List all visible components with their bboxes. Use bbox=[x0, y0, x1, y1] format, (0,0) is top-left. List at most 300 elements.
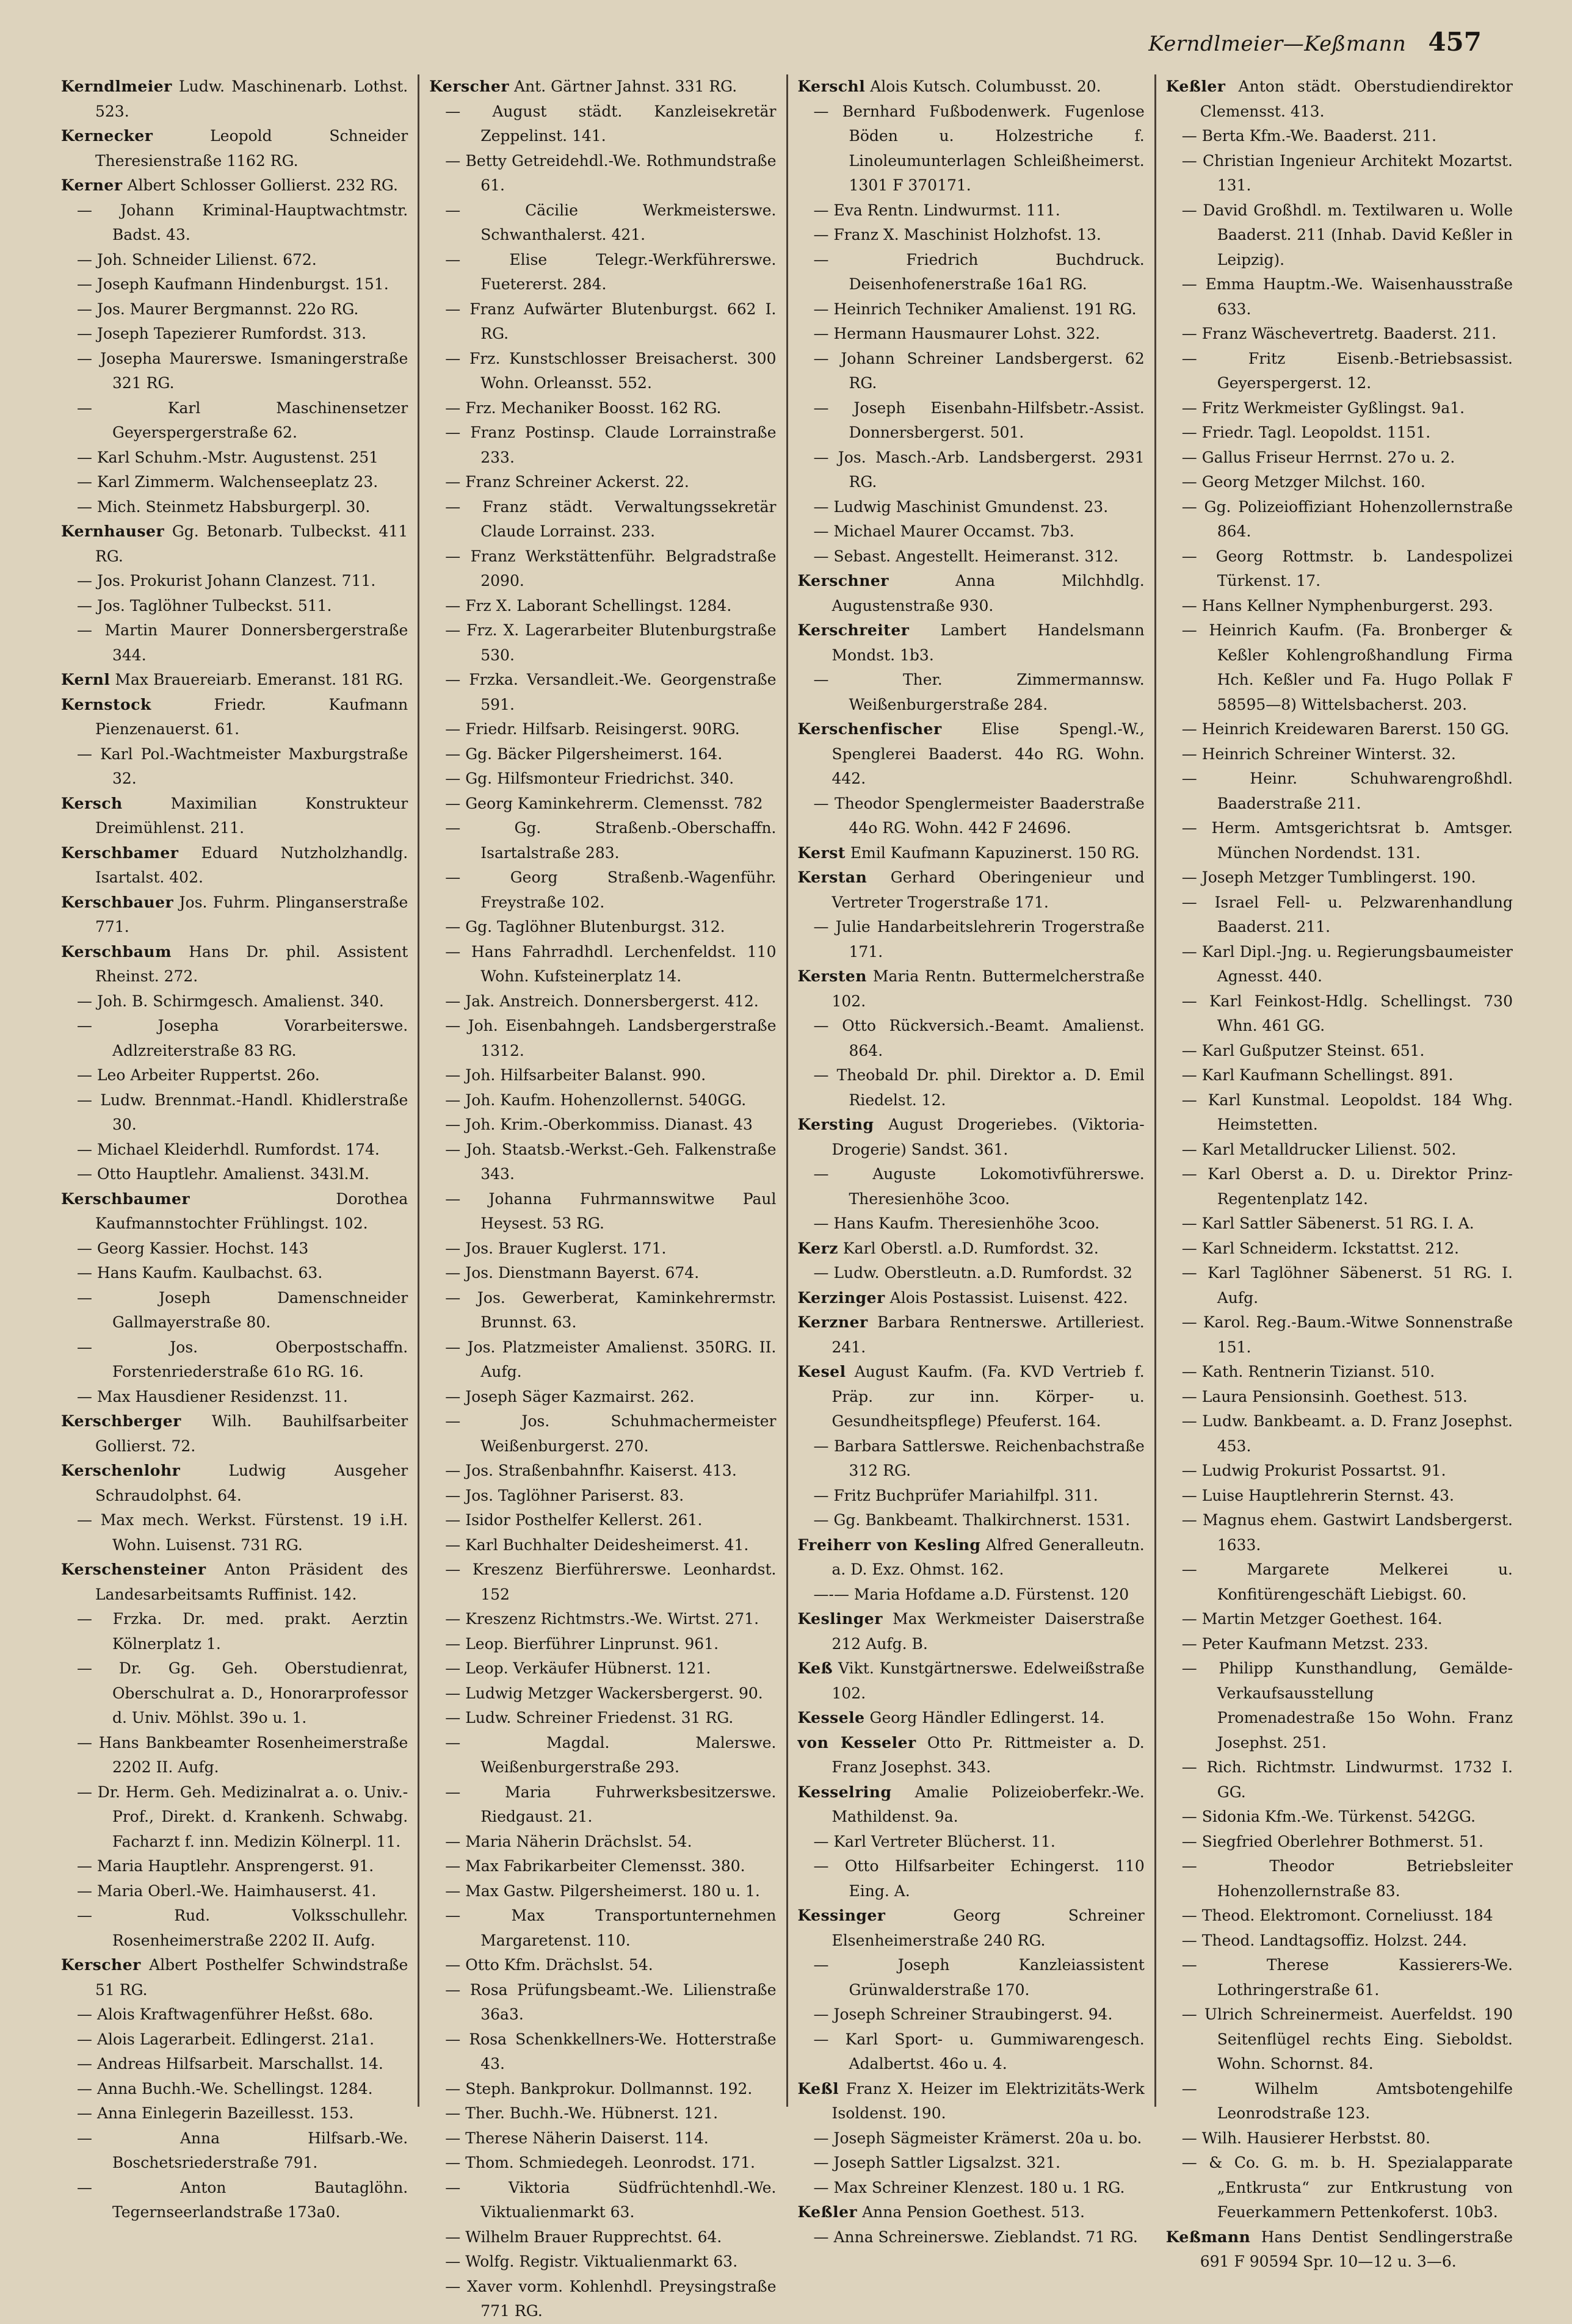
directory-entry bbox=[798, 446, 1145, 495]
directory-entry bbox=[429, 1830, 776, 1855]
directory-entry bbox=[1166, 1607, 1513, 1632]
directory-entry bbox=[61, 2101, 408, 2126]
directory-entry bbox=[429, 989, 776, 1014]
directory-entry bbox=[429, 1385, 776, 1410]
directory-entry bbox=[1166, 1953, 1513, 2002]
directory-entry bbox=[798, 322, 1145, 347]
entry-text: — Karl Gußputzer Steinst. 651. bbox=[1181, 1041, 1425, 1059]
entry-text: — Wilhelm Amtsbotengehilfe Leonrodstraße 123. bbox=[1181, 2079, 1513, 2122]
entry-text: — Karl Zimmerm. Walchenseeplatz 23. bbox=[77, 473, 379, 491]
entry-text: — Frzka. Dr. med. prakt. Aerztin Kölnerplatz 1. bbox=[77, 1610, 408, 1653]
entry-text: — Karl Oberst a. D. u. Direktor Prinz-Regentenplatz 142. bbox=[1181, 1165, 1513, 1208]
entry-text: — Hermann Hausmaurer Lohst. 322. bbox=[813, 325, 1100, 342]
directory-entry bbox=[798, 2027, 1145, 2077]
entry-text: — Jos. Taglöhner Tulbeckst. 511. bbox=[77, 596, 332, 615]
entry-text: Anna Pension Goethest. 513. bbox=[862, 2203, 1085, 2221]
entry-text: — Joseph Tapezierer Rumfordst. 313. bbox=[77, 325, 367, 342]
entry-text: Leopold Schneider Theresienstraße 1162 RG. bbox=[95, 127, 408, 170]
entry-surname: Kerschensteiner bbox=[61, 1561, 206, 1578]
entry-surname: Keßler bbox=[1165, 78, 1226, 95]
directory-entry bbox=[798, 569, 1145, 618]
directory-entry bbox=[429, 1138, 776, 1187]
directory-entry bbox=[798, 717, 1145, 792]
directory-entry bbox=[429, 1731, 776, 1780]
directory-entry bbox=[429, 2126, 776, 2151]
entry-text: — Otto Kfm. Drächslst. 54. bbox=[445, 1956, 653, 1974]
directory-entry bbox=[1166, 1261, 1513, 1310]
entry-surname: Kerst bbox=[797, 843, 846, 862]
directory-entry bbox=[798, 99, 1145, 198]
directory-entry bbox=[1166, 1557, 1513, 1607]
directory-entry bbox=[429, 1656, 776, 1681]
directory-entry bbox=[429, 1063, 776, 1088]
directory-entry bbox=[61, 1088, 408, 1138]
entry-surname: Kerschbaum bbox=[61, 942, 172, 961]
entry-text: — Theodor Betriebsleiter Hohenzollernstraße 83. bbox=[1181, 1857, 1513, 1900]
entry-text: — Gg. Hilfsmonteur Friedrichst. 340. bbox=[445, 770, 734, 787]
directory-entry bbox=[61, 2126, 408, 2176]
directory-entry bbox=[1166, 347, 1513, 396]
entry-text: — Gg. Bankbeamt. Thalkirchnerst. 1531. bbox=[813, 1511, 1131, 1529]
entry-text: — Anna Schreinerswe. Zieblandst. 71 RG. bbox=[813, 2228, 1138, 2246]
entry-surname: Kerscher bbox=[429, 78, 510, 95]
entry-text: — Karl Schuhm.-Mstr. Augustenst. 251 bbox=[77, 448, 379, 466]
directory-entry bbox=[429, 618, 776, 668]
entry-text: — Andreas Hilfsarbeit. Marschallst. 14. bbox=[77, 2055, 383, 2073]
directory-entry bbox=[1166, 396, 1513, 421]
entry-text: — Betty Getreidehdl.-We. Rothmundstraße 61. bbox=[445, 151, 777, 194]
directory-entry bbox=[61, 1236, 408, 1261]
directory-entry bbox=[798, 495, 1145, 520]
entry-text: — Rosa Prüfungsbeamt.-We. Lilienstraße 36a3. bbox=[445, 1980, 777, 2023]
entry-text: — Georg Kaminkehrerm. Clemensst. 782 bbox=[445, 794, 763, 812]
entry-text: — Otto Hilfsarbeiter Echingerst. 110 Eing. A. bbox=[813, 1857, 1145, 1900]
entry-text: — Josepha Vorarbeiterswe. Adlzreiterstraße 83 RG. bbox=[77, 1017, 408, 1059]
directory-entry bbox=[1166, 2077, 1513, 2126]
entry-text: — Theod. Elektromont. Corneliusst. 184 bbox=[1181, 1907, 1493, 1924]
directory-entry bbox=[429, 1904, 776, 1953]
entry-text: — Jos. Prokurist Johann Clanzest. 711. bbox=[77, 572, 376, 590]
entry-text: — Hans Fahrradhdl. Lerchenfeldst. 110 Wohn. Kufsteinerplatz 14. bbox=[445, 942, 777, 985]
directory-entry bbox=[61, 74, 408, 124]
entry-text: Maria Rentn. Buttermelcherstraße 102. bbox=[831, 967, 1145, 1010]
directory-entry bbox=[429, 1854, 776, 1879]
entry-text: — Kath. Rentnerin Tizianst. 510. bbox=[1181, 1363, 1435, 1380]
directory-entry bbox=[798, 519, 1145, 544]
entry-text: — Leo Arbeiter Ruppertst. 26o. bbox=[77, 1066, 320, 1084]
entry-text: — Emma Hauptm.-We. Waisenhausstraße 633. bbox=[1181, 275, 1513, 318]
entry-surname: Kersting bbox=[797, 1116, 874, 1133]
entry-text: — Joseph Metzger Tumblingerst. 190. bbox=[1181, 868, 1476, 886]
entry-text: — Magdal. Malerswe. Weißenburgerstraße 293. bbox=[445, 1733, 777, 1776]
entry-text: — Johann Kriminal-Hauptwachtmstr. Badst. 43. bbox=[77, 201, 408, 244]
directory-entry bbox=[1166, 544, 1513, 594]
directory-entry bbox=[798, 1780, 1145, 1830]
directory-entry bbox=[798, 1236, 1145, 1261]
entry-text: — Frz. Mechaniker Boosst. 162 RG. bbox=[445, 399, 722, 417]
entry-text: — Sebast. Angestellt. Heimeranst. 312. bbox=[813, 547, 1119, 565]
entry-surname: Kerschbauer bbox=[61, 893, 174, 911]
entry-text: Ludwig Ausgeher Schraudolphst. 64. bbox=[95, 1462, 408, 1504]
entry-text: — Gg. Polizeioffiziant Hohenzollernstraße 864. bbox=[1181, 497, 1513, 540]
entry-text: — Cäcilie Werkmeisterswe. Schwanthalerst. 421. bbox=[445, 201, 777, 244]
directory-entry bbox=[61, 841, 408, 890]
directory-entry bbox=[61, 322, 408, 347]
entry-text: — Karl Maschinensetzer Geyerspergerstraße 62. bbox=[77, 399, 408, 441]
entry-text: August Drogeriebes. (Viktoria-Drogerie) Sandst. 361. bbox=[831, 1116, 1145, 1158]
directory-entry bbox=[61, 297, 408, 322]
entry-text: Jos. Fuhrm. Plinganserstraße 771. bbox=[95, 893, 408, 936]
directory-entry bbox=[1166, 940, 1513, 989]
entry-text: — Jos. Oberpostschaffn. Forstenriederstraße 61o RG. 16. bbox=[77, 1338, 408, 1380]
directory-entry bbox=[61, 940, 408, 989]
directory-entry bbox=[429, 717, 776, 742]
directory-entry bbox=[429, 668, 776, 717]
directory-entry bbox=[1166, 767, 1513, 816]
directory-entry bbox=[1166, 2002, 1513, 2077]
entry-text: — Gallus Friseur Herrnst. 27o u. 2. bbox=[1181, 448, 1455, 466]
entry-text: — Fritz Buchprüfer Mariahilfpl. 311. bbox=[813, 1486, 1098, 1504]
directory-entry bbox=[798, 1113, 1145, 1162]
directory-entry bbox=[1166, 2126, 1513, 2151]
entry-text: Emil Kaufmann Kapuzinerst. 150 RG. bbox=[850, 843, 1140, 862]
directory-entry bbox=[1166, 1162, 1513, 1211]
directory-entry bbox=[798, 1533, 1145, 1582]
entry-text: — Viktoria Südfrüchtenhdl.-We. Viktualienmarkt 63. bbox=[445, 2178, 777, 2221]
entry-surname: Kerzner bbox=[797, 1313, 868, 1331]
entry-text: — Ther. Buchh.-We. Hübnerst. 121. bbox=[445, 2104, 719, 2122]
directory-entry bbox=[1166, 446, 1513, 471]
directory-entry bbox=[1166, 1656, 1513, 1755]
entry-text: — Jos. Gewerberat, Kaminkehrermstr. Brunnst. 63. bbox=[445, 1288, 777, 1331]
entry-text: — Luise Hauptlehrerin Sternst. 43. bbox=[1181, 1486, 1455, 1504]
entry-text: — Peter Kaufmann Metzst. 233. bbox=[1181, 1634, 1429, 1653]
entry-text: Gg. Betonarb. Tulbeckst. 411 RG. bbox=[95, 522, 408, 565]
entry-surname: Keßmann bbox=[1165, 2228, 1251, 2246]
directory-entry bbox=[798, 223, 1145, 248]
directory-entry bbox=[798, 2151, 1145, 2176]
entry-text: Maximilian Konstrukteur Dreimühlenst. 211. bbox=[95, 794, 408, 837]
directory-entry bbox=[798, 1310, 1145, 1360]
directory-entry bbox=[429, 1335, 776, 1385]
entry-surname: Freiherr von Kesling bbox=[797, 1536, 981, 1554]
page-number: 457 bbox=[1428, 27, 1482, 57]
directory-entry bbox=[798, 1434, 1145, 1484]
directory-entry bbox=[1166, 420, 1513, 446]
directory-column-4 bbox=[1156, 74, 1523, 2270]
directory-entry bbox=[1166, 1236, 1513, 1261]
entry-text: — Joseph Säger Kazmairst. 262. bbox=[445, 1387, 695, 1406]
directory-entry bbox=[429, 420, 776, 470]
entry-surname: Kernecker bbox=[61, 127, 153, 145]
entry-surname: Kersten bbox=[797, 967, 867, 985]
directory-entry bbox=[429, 1508, 776, 1533]
directory-entry bbox=[1166, 1039, 1513, 1064]
directory-entry bbox=[798, 792, 1145, 841]
directory-entry bbox=[61, 198, 408, 248]
entry-text: — Rosa Schenkkellners-We. Hotterstraße 43. bbox=[445, 2030, 777, 2073]
directory-entry bbox=[429, 297, 776, 347]
directory-entry bbox=[429, 74, 776, 99]
entry-text: Anton Präsident des Landesarbeitsamts Ruffinist. 142. bbox=[95, 1561, 408, 1603]
directory-entry bbox=[429, 1459, 776, 1484]
directory-entry bbox=[1166, 1830, 1513, 1855]
entry-surname: Kerschner bbox=[797, 572, 889, 590]
entry-text: — Isidor Posthelfer Kellerst. 261. bbox=[445, 1511, 703, 1529]
directory-entry bbox=[429, 495, 776, 544]
directory-entry bbox=[798, 618, 1145, 668]
directory-entry bbox=[1166, 470, 1513, 495]
directory-entry bbox=[1166, 272, 1513, 322]
entry-text: — Karol. Reg.-Baum.-Witwe Sonnenstraße 151. bbox=[1181, 1313, 1513, 1356]
directory-entry bbox=[1166, 890, 1513, 940]
directory-entry bbox=[1166, 1409, 1513, 1459]
entry-text: — Karl Dipl.-Jng. u. Regierungsbaumeister Agnesst. 440. bbox=[1181, 942, 1513, 985]
directory-entry bbox=[61, 347, 408, 396]
entry-text: — Rud. Volksschullehr. Rosenheimerstraße 2202 II. Aufg. bbox=[77, 1907, 408, 1949]
entry-text: — Ludwig Metzger Wackersbergerst. 90. bbox=[445, 1684, 763, 1702]
entry-text: — Therese Näherin Daiserst. 114. bbox=[445, 2129, 709, 2147]
entry-text: — Alois Lagerarbeit. Edlingerst. 21a1. bbox=[77, 2030, 375, 2048]
entry-surname: Kernstock bbox=[61, 695, 151, 713]
entry-text: Hans Dr. phil. Assistent Rheinst. 272. bbox=[95, 942, 408, 985]
entry-text: Georg Händler Edlingerst. 14. bbox=[869, 1709, 1105, 1727]
directory-entry bbox=[798, 1014, 1145, 1063]
directory-entry bbox=[61, 569, 408, 594]
directory-entry bbox=[1166, 1904, 1513, 1929]
entry-text: — Otto Rückversich.-Beamt. Amalienst. 864. bbox=[813, 1017, 1145, 1059]
entry-text: — Jos. Dienstmann Bayerst. 674. bbox=[445, 1264, 700, 1282]
entry-text: — Heinrich Kreidewaren Barerst. 150 GG. bbox=[1181, 720, 1510, 738]
directory-entry bbox=[429, 2275, 776, 2324]
directory-entry bbox=[1166, 124, 1513, 149]
entry-text: — Therese Kassierers-We. Lothringerstraße 61. bbox=[1181, 1956, 1513, 1999]
directory-entry bbox=[429, 2225, 776, 2250]
entry-text: — Martin Metzger Goethest. 164. bbox=[1181, 1610, 1443, 1628]
entry-text: — Alois Kraftwagenführer Heßst. 68o. bbox=[77, 2005, 374, 2023]
directory-entry bbox=[61, 2052, 408, 2077]
directory-entry bbox=[429, 1953, 776, 1978]
directory-entry bbox=[1166, 1755, 1513, 1805]
directory-entry bbox=[1166, 1310, 1513, 1360]
directory-entry bbox=[1166, 198, 1513, 273]
entry-text: — Friedr. Hilfsarb. Reisingerst. 90RG. bbox=[445, 720, 740, 738]
entry-text: — Anton Bautaglöhn. Tegernseerlandstraße 173a0. bbox=[77, 2178, 408, 2221]
directory-entry bbox=[1166, 865, 1513, 890]
directory-entry bbox=[1166, 1484, 1513, 1509]
entry-text: — Anna Einlegerin Bazeillesst. 153. bbox=[77, 2104, 354, 2122]
directory-entry bbox=[61, 519, 408, 569]
entry-surname: Kerschenlohr bbox=[61, 1462, 181, 1479]
entry-text: Max Werkmeister Daiserstraße 212 Aufg. B. bbox=[831, 1610, 1145, 1653]
directory-entry bbox=[1166, 1211, 1513, 1236]
entry-text: — Ludwig Prokurist Possartst. 91. bbox=[1181, 1462, 1446, 1479]
directory-entry bbox=[61, 1731, 408, 1780]
entry-text: Georg Schreiner Elsenheimerstraße 240 RG. bbox=[831, 1907, 1145, 1949]
directory-entry bbox=[61, 668, 408, 693]
directory-entry bbox=[429, 594, 776, 619]
entry-text: — Gg. Bäcker Pilgersheimerst. 164. bbox=[445, 745, 723, 763]
entry-surname: Keß bbox=[797, 1659, 833, 1677]
directory-entry bbox=[429, 149, 776, 198]
entry-text: — Josepha Maurerswe. Ismaningerstraße 321 RG. bbox=[77, 349, 408, 392]
directory-entry bbox=[429, 915, 776, 940]
entry-text: — Karl Metalldrucker Lilienst. 502. bbox=[1181, 1140, 1457, 1158]
directory-entry bbox=[429, 1286, 776, 1335]
directory-entry bbox=[429, 1088, 776, 1113]
entry-text: — Georg Kassier. Hochst. 143 bbox=[77, 1239, 309, 1257]
directory-entry bbox=[61, 693, 408, 742]
entry-text: — Karl Pol.-Wachtmeister Maxburgstraße 32. bbox=[77, 745, 408, 787]
entry-text: — Herm. Amtsgerichtsrat b. Amtsger. München Nordendst. 131. bbox=[1181, 819, 1513, 862]
entry-text: — Max Gastw. Pilgersheimerst. 180 u. 1. bbox=[445, 1882, 760, 1900]
entry-surname: Kerschreiter bbox=[797, 621, 910, 639]
directory-entry bbox=[61, 792, 408, 841]
directory-entry bbox=[798, 1484, 1145, 1509]
entry-text: Dorothea Kaufmannstochter Frühlingst. 102. bbox=[95, 1189, 408, 1232]
directory-entry bbox=[798, 2126, 1145, 2151]
entry-text: Albert Posthelfer Schwindstraße 51 RG. bbox=[95, 1956, 408, 1999]
directory-entry bbox=[798, 1854, 1145, 1904]
directory-entry bbox=[1166, 1632, 1513, 1657]
entry-text: — Joh. Eisenbahngeh. Landsbergerstraße 1312. bbox=[445, 1017, 777, 1059]
entry-text: — Jos. Taglöhner Pariserst. 83. bbox=[445, 1486, 684, 1504]
entry-text: — Johann Schreiner Landsbergerst. 62 RG. bbox=[813, 349, 1145, 392]
directory-entry bbox=[429, 1409, 776, 1459]
directory-entry bbox=[429, 2101, 776, 2126]
entry-text: — Jos. Maurer Bergmannst. 22o RG. bbox=[77, 300, 359, 318]
directory-entry bbox=[429, 1780, 776, 1830]
directory-entry bbox=[1166, 1459, 1513, 1484]
entry-text: — Karl Feinkost-Hdlg. Schellingst. 730 Whn. 461 GG. bbox=[1181, 992, 1513, 1034]
entry-text: — Auguste Lokomotivführerswe. Theresienhöhe 3coo. bbox=[813, 1165, 1145, 1208]
entry-text: — Hans Kaufm. Theresienhöhe 3coo. bbox=[813, 1214, 1100, 1232]
directory-entry bbox=[61, 1162, 408, 1187]
entry-text: Eduard Nutzholzhandlg. Isartalst. 402. bbox=[95, 843, 408, 886]
directory-entry bbox=[429, 1557, 776, 1607]
entry-text: — Bernhard Fußbodenwerk. Fugenlose Böden u. Holzestriche f. Linoleumunterlagen Schleißheimerst. 1301 F 370171. bbox=[813, 102, 1145, 194]
directory-entry bbox=[798, 915, 1145, 964]
directory-entry bbox=[61, 248, 408, 273]
directory-entry bbox=[61, 173, 408, 198]
entry-surname: Kesel bbox=[797, 1363, 846, 1380]
directory-entry bbox=[798, 1953, 1145, 2002]
directory-entry bbox=[61, 1063, 408, 1088]
entry-text: — Max Schreiner Klenzest. 180 u. 1 RG. bbox=[813, 2178, 1125, 2196]
entry-text: Lambert Handelsmann Mondst. 1b3. bbox=[831, 621, 1145, 664]
entry-text: — Franz städt. Verwaltungssekretär Claude Lorrainst. 233. bbox=[445, 497, 777, 540]
entry-text: — Heinrich Techniker Amalienst. 191 RG. bbox=[813, 300, 1137, 318]
directory-entry bbox=[429, 470, 776, 495]
directory-entry bbox=[1166, 1929, 1513, 1954]
directory-entry bbox=[61, 495, 408, 520]
entry-text: — Franz Schreiner Ackerst. 22. bbox=[445, 473, 689, 491]
directory-entry bbox=[429, 248, 776, 297]
entry-text: — Ulrich Schreinermeist. Auerfeldst. 190 Seitenflügel rechts Eing. Sieboldst. Wohn. Schornst. 84. bbox=[1181, 2005, 1513, 2073]
entry-text: — Anna Hilfsarb.-We. Boschetsriederstraße 791. bbox=[77, 2129, 408, 2171]
entry-text: — Wolfg. Registr. Viktualienmarkt 63. bbox=[445, 2253, 738, 2270]
entry-text: — Magnus ehem. Gastwirt Landsbergerst. 1633. bbox=[1181, 1511, 1513, 1554]
entry-text: — Karl Taglöhner Säbenerst. 51 RG. I. Aufg. bbox=[1181, 1264, 1513, 1307]
directory-entry bbox=[61, 594, 408, 619]
entry-text: — Berta Kfm.-We. Baaderst. 211. bbox=[1181, 127, 1437, 145]
entry-text: — Gg. Taglöhner Blutenburgst. 312. bbox=[445, 918, 725, 936]
directory-entry bbox=[429, 742, 776, 767]
entry-text: Albert Schlosser Gollierst. 232 RG. bbox=[127, 176, 398, 194]
directory-entry bbox=[1166, 618, 1513, 717]
directory-entry bbox=[429, 767, 776, 792]
directory-entry bbox=[1166, 2151, 1513, 2225]
directory-entry bbox=[798, 198, 1145, 223]
entry-text: — Joh. Krim.-Oberkommiss. Dianast. 43 bbox=[445, 1116, 753, 1133]
entry-text: — Fritz Eisenb.-Betriebsassist. Geyerspergerst. 12. bbox=[1181, 349, 1513, 392]
directory-entry bbox=[61, 1459, 408, 1508]
entry-text: — Elise Telegr.-Werkführerswe. Fuetererst. 284. bbox=[445, 250, 777, 293]
entry-text: — Franz Postinsp. Claude Lorrainstraße 233. bbox=[445, 424, 777, 466]
entry-text: Barbara Rentnerswe. Artilleriest. 241. bbox=[831, 1313, 1145, 1356]
directory-entry bbox=[61, 1335, 408, 1385]
page-header bbox=[1148, 27, 1482, 57]
directory-entry bbox=[429, 1187, 776, 1236]
directory-entry bbox=[798, 2002, 1145, 2027]
directory-entry bbox=[61, 890, 408, 940]
entry-surname: Kerz bbox=[797, 1239, 838, 1257]
entry-text: — Israel Fell- u. Pelzwarenhandlung Baaderst. 211. bbox=[1181, 893, 1513, 936]
entry-text: — Julie Handarbeitslehrerin Trogerstraße 171. bbox=[813, 918, 1145, 961]
directory-entry bbox=[798, 1904, 1145, 1953]
entry-text: — Ludw. Brennmat.-Handl. Khidlerstraße 30. bbox=[77, 1091, 408, 1133]
directory-entry bbox=[798, 1261, 1145, 1286]
directory-entry bbox=[61, 2077, 408, 2102]
directory-entry bbox=[61, 1780, 408, 1855]
directory-entry bbox=[798, 1508, 1145, 1533]
directory-entry bbox=[429, 544, 776, 594]
entry-text: Elise Spengl.-W., Spenglerei Baaderst. 44o RG. Wohn. 442. bbox=[831, 720, 1145, 787]
directory-entry bbox=[1166, 1088, 1513, 1138]
directory-entry bbox=[429, 2250, 776, 2275]
entry-surname: Kerscher bbox=[61, 1956, 141, 1974]
entry-surname: Kessinger bbox=[797, 1907, 886, 1924]
directory-entry bbox=[798, 1830, 1145, 1855]
entry-text: — Heinrich Kaufm. (Fa. Bronberger & Keßler Kohlengroßhandlung Firma Hch. Keßler und Fa. Hugo Pollak F 58595—8) Wittelsbacherst. 203. bbox=[1181, 621, 1513, 713]
entry-text: — Franz X. Maschinist Holzhofst. 13. bbox=[813, 226, 1101, 244]
entry-text: — Max Fabrikarbeiter Clemensst. 380. bbox=[445, 1857, 745, 1875]
entry-text: — Dr. Herm. Geh. Medizinalrat a. o. Univ.-Prof., Direkt. d. Krankenh. Schwabg. Facharzt f. inn. Medizin Kölnerpl. 11. bbox=[77, 1783, 408, 1850]
entry-text: — Jos. Schuhmachermeister Weißenburgerst. 270. bbox=[445, 1412, 777, 1455]
directory-entry bbox=[429, 1113, 776, 1138]
entry-surname: Kerschbaumer bbox=[61, 1189, 190, 1208]
entry-text: —-— Maria Hofdame a.D. Fürstenst. 120 bbox=[813, 1585, 1129, 1603]
entry-text: — Steph. Bankprokur. Dollmannst. 192. bbox=[445, 2079, 753, 2098]
entry-text: Wilh. Bauhilfsarbeiter Gollierst. 72. bbox=[95, 1412, 408, 1455]
entry-surname: Kernl bbox=[61, 671, 110, 688]
entry-text: — Joseph Kaufmann Hindenburgst. 151. bbox=[77, 275, 389, 293]
entry-text: — Fritz Werkmeister Gyßlingst. 9a1. bbox=[1181, 399, 1465, 417]
directory-entry bbox=[798, 248, 1145, 297]
directory-entry bbox=[1166, 989, 1513, 1039]
entry-text: Alois Kutsch. Columbusst. 20. bbox=[870, 78, 1101, 95]
directory-entry bbox=[429, 2176, 776, 2225]
directory-entry bbox=[429, 940, 776, 989]
entry-text: — Maria Fuhrwerksbesitzerswe. Riedgaust. 21. bbox=[445, 1783, 777, 1825]
directory-entry bbox=[1166, 1854, 1513, 1904]
entry-text: — Joseph Damenschneider Gallmayerstraße 80. bbox=[77, 1288, 408, 1331]
entry-surname: Kessele bbox=[797, 1709, 865, 1727]
directory-entry bbox=[429, 99, 776, 149]
directory-entry bbox=[429, 1607, 776, 1632]
entry-text: — Ludwig Maschinist Gmundenst. 23. bbox=[813, 497, 1109, 516]
entry-text: — Karl Kunstmal. Leopoldst. 184 Whg. Heimstetten. bbox=[1181, 1091, 1513, 1133]
